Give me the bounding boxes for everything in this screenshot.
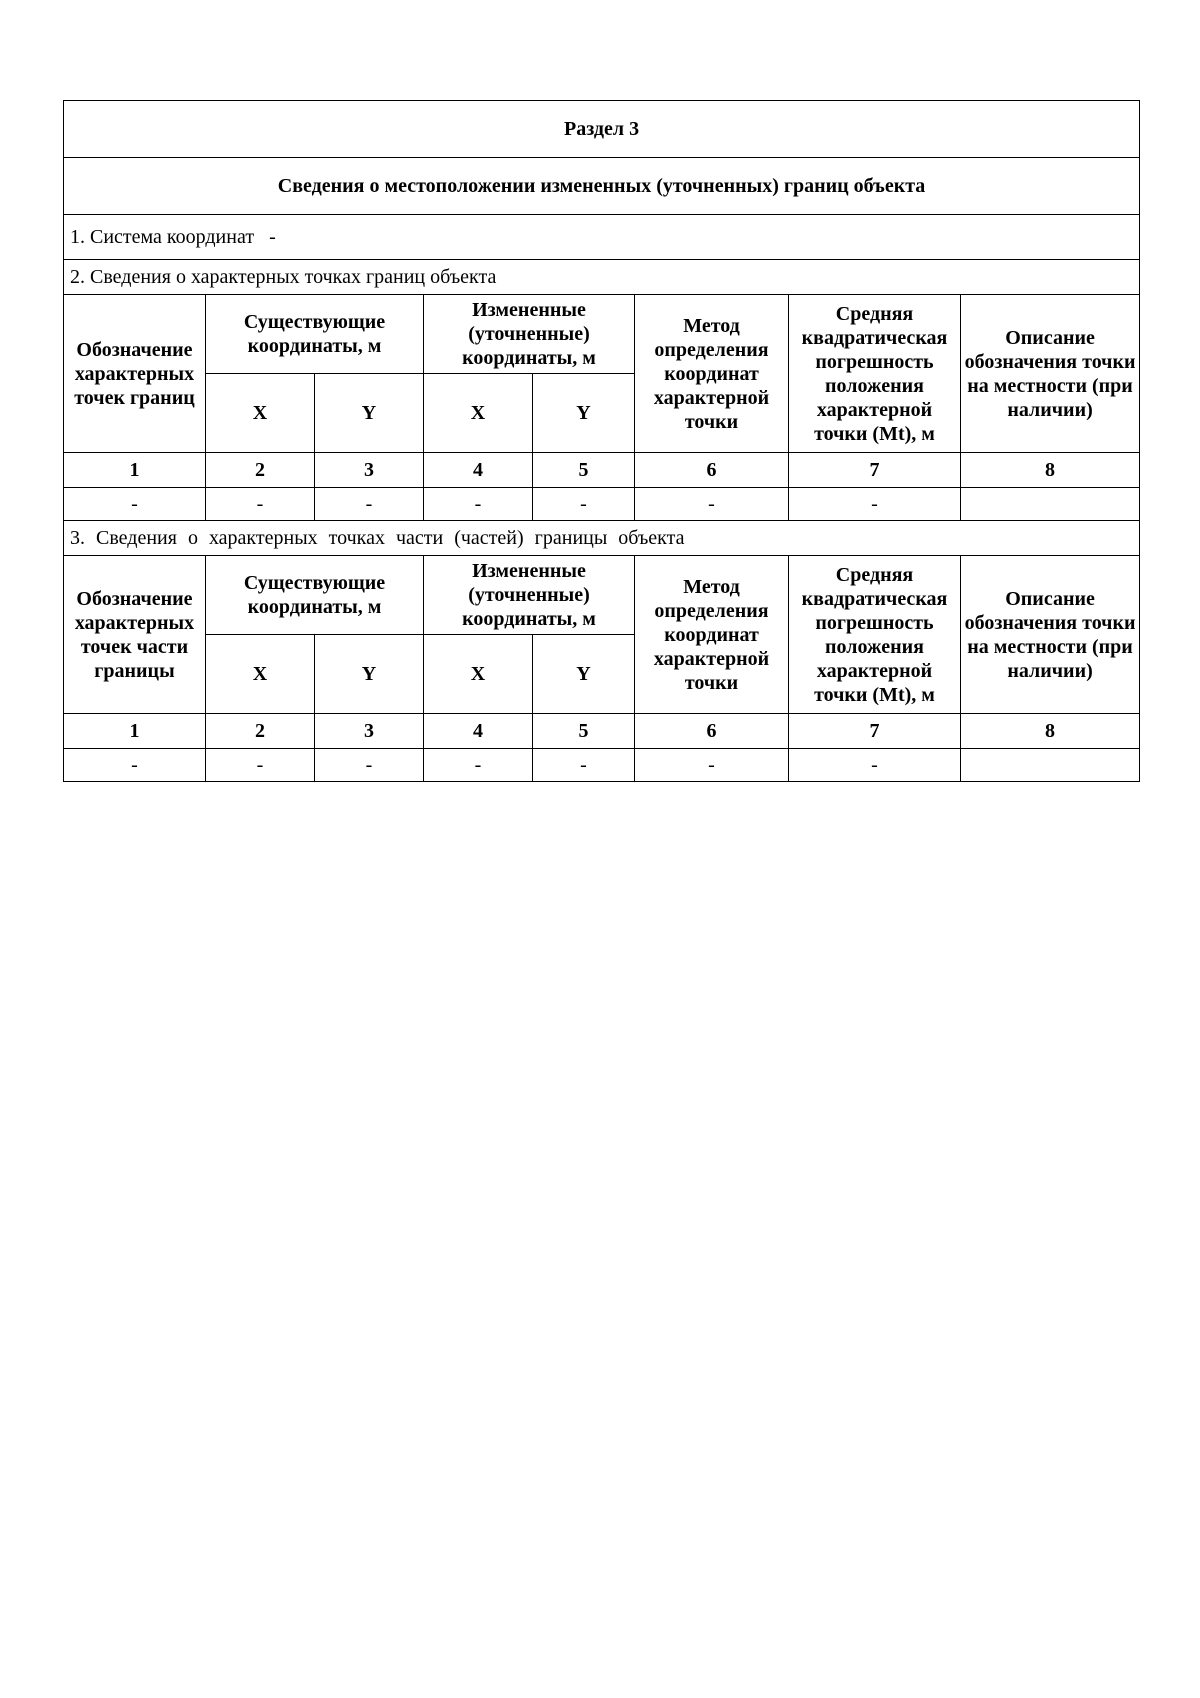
table1-sub-x-existing: X xyxy=(206,374,315,453)
table2-col-description: Описание обозначения точки на местности (при наличии) xyxy=(961,556,1140,714)
table2-data-row xyxy=(64,749,1140,782)
table1-col-error: Средняя квадратическая погрешность положения характерной точки (Mt), м xyxy=(789,295,961,453)
table2-cell: - xyxy=(206,749,315,782)
table1-col-description: Описание обозначения точки на местности (при наличии) xyxy=(961,295,1140,453)
table1-cell: - xyxy=(533,488,635,521)
table2-col-error: Средняя квадратическая погрешность положения характерной точки (Mt), м xyxy=(789,556,961,714)
coordinate-system-label: 1. Система координат xyxy=(70,226,255,248)
table2-cell: - xyxy=(424,749,533,782)
table1-cell: - xyxy=(64,488,206,521)
coordinate-system-value: - xyxy=(269,226,276,248)
table2-cell: - xyxy=(64,749,206,782)
section-subtitle: Сведения о местоположении измененных (уточненных) границ объекта xyxy=(64,158,1140,215)
table1-col-existing: Существующие координаты, м xyxy=(206,295,424,374)
table2-sub-y-changed: Y xyxy=(533,635,635,714)
table2-cell: - xyxy=(315,749,424,782)
table2-number-row xyxy=(64,714,1140,749)
table2-col-number: 8 xyxy=(961,714,1140,749)
table1-data-row xyxy=(64,488,1140,521)
table1-cell: - xyxy=(424,488,533,521)
table2-col-number: 7 xyxy=(789,714,961,749)
table1-col-number: 1 xyxy=(64,453,206,488)
table2-col-number: 2 xyxy=(206,714,315,749)
table2-col-existing: Существующие координаты, м xyxy=(206,556,424,635)
table1-col-number: 3 xyxy=(315,453,424,488)
table1-cell: - xyxy=(635,488,789,521)
table1-col-number: 5 xyxy=(533,453,635,488)
table1-col-method: Метод определения координат характерной точки xyxy=(635,295,789,453)
table2-heading: 3. Сведения о характерных точках части (частей) границы объекта xyxy=(64,521,1140,556)
table2-col-number: 6 xyxy=(635,714,789,749)
table2-cell: - xyxy=(789,749,961,782)
table2-cell xyxy=(961,749,1140,782)
table2-cell: - xyxy=(533,749,635,782)
table2-sub-x-existing: X xyxy=(206,635,315,714)
table2-sub-y-existing: Y xyxy=(315,635,424,714)
table1-sub-y-changed: Y xyxy=(533,374,635,453)
table2-col-number: 4 xyxy=(424,714,533,749)
table2-cell: - xyxy=(635,749,789,782)
table2-col-number: 5 xyxy=(533,714,635,749)
table1-col-designation: Обозначение характерных точек границ xyxy=(64,295,206,453)
table1-col-number: 6 xyxy=(635,453,789,488)
table1-cell: - xyxy=(206,488,315,521)
table2-col-method: Метод определения координат характерной точки xyxy=(635,556,789,714)
table2-col-changed: Измененные (уточненные) координаты, м xyxy=(424,556,635,635)
table2-col-number: 1 xyxy=(64,714,206,749)
table1-heading: 2. Сведения о характерных точках границ объекта xyxy=(64,260,1140,295)
table1-sub-x-changed: X xyxy=(424,374,533,453)
table1-number-row xyxy=(64,453,1140,488)
section-3-table xyxy=(63,100,1140,782)
table1-cell: - xyxy=(315,488,424,521)
table2-col-number: 3 xyxy=(315,714,424,749)
coordinate-system-row xyxy=(64,215,1140,260)
table1-col-number: 7 xyxy=(789,453,961,488)
table1-col-number: 4 xyxy=(424,453,533,488)
table1-cell xyxy=(961,488,1140,521)
table1-sub-y-existing: Y xyxy=(315,374,424,453)
table1-col-number: 2 xyxy=(206,453,315,488)
section-title: Раздел 3 xyxy=(64,101,1140,158)
table1-col-number: 8 xyxy=(961,453,1140,488)
table1-cell: - xyxy=(789,488,961,521)
table2-col-designation: Обозначение характерных точек части границы xyxy=(64,556,206,714)
table2-sub-x-changed: X xyxy=(424,635,533,714)
table1-col-changed: Измененные (уточненные) координаты, м xyxy=(424,295,635,374)
